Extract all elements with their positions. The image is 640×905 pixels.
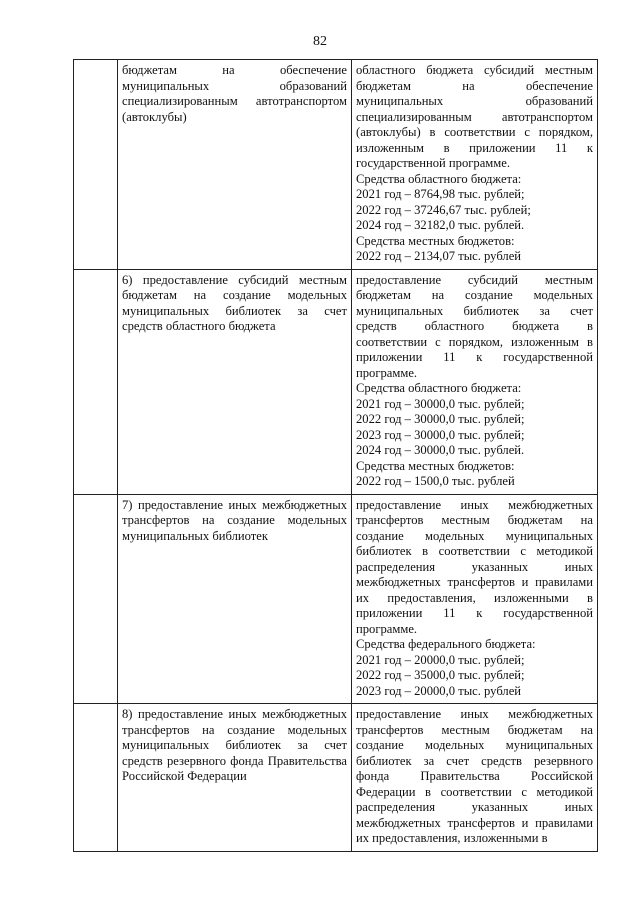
funding-line: Средства областного бюджета:	[356, 381, 522, 395]
description-line: предоставление субсидий местным	[356, 272, 593, 287]
description-line: трансфертов местным бюджетам на	[356, 513, 593, 527]
description-line: фонда Правительства Российской	[356, 769, 593, 783]
activity-cell: бюджетам на обеспечение муниципальных образований специализированным автотранспортом (автоклубы)	[118, 60, 352, 270]
description-line: трансфертов местным бюджетам на	[356, 722, 593, 737]
funding-line: 2021 год – 20000,0 тыс. рублей;	[356, 652, 525, 667]
row-number-cell	[74, 494, 118, 704]
funding-line: 2022 год – 30000,0 тыс. рублей;	[356, 412, 525, 426]
description-line: средств областного бюджета в	[356, 319, 593, 333]
funding-line: Средства федерального бюджета:	[356, 637, 536, 651]
description-line: бюджетам на обеспечение	[356, 78, 593, 93]
description-line: государственной программе.	[356, 156, 510, 170]
page-number: 82	[313, 34, 327, 49]
description-line: специализированным автотранспортом	[356, 109, 593, 124]
program-table	[73, 59, 598, 852]
description-cell	[352, 269, 598, 494]
description-line: распределения указанных иных	[356, 559, 593, 574]
description-line: (автоклубы) в соответствии с порядком,	[356, 125, 593, 139]
description-line: приложении 11 к государственной	[356, 606, 593, 620]
row-number-cell	[74, 704, 118, 852]
funding-line: 2021 год – 30000,0 тыс. рублей;	[356, 396, 525, 411]
funding-line: 2021 год – 8764,98 тыс. рублей;	[356, 187, 525, 201]
description-line: бюджетам на создание модельных	[356, 288, 593, 302]
description-cell	[352, 494, 598, 704]
activity-cell: 8) предоставление иных межбюджетных трансфертов на создание модельных муниципальных библиотек за счет средств резервного фонда Правительства Российской Федерации	[118, 704, 352, 852]
description-line: их предоставления, изложенными в	[356, 590, 593, 605]
description-line: распределения указанных иных	[356, 800, 593, 814]
activity-cell: 7) предоставление иных межбюджетных трансфертов на создание модельных муниципальных библиотек	[118, 494, 352, 704]
funding-line: 2022 год – 37246,67 тыс. рублей;	[356, 202, 531, 217]
description-cell	[352, 60, 598, 270]
description-line: Федерации в соответствии с методикой	[356, 784, 593, 799]
description-line: соответствии с порядком, изложенным в	[356, 334, 593, 349]
row-number-cell	[74, 60, 118, 270]
description-line: муниципальных образований	[356, 94, 593, 108]
description-line: создание модельных муниципальных	[356, 528, 593, 543]
description-line: межбюджетных трансфертов и правилами	[356, 815, 593, 830]
description-cell	[352, 704, 598, 852]
description-line: программе.	[356, 365, 418, 380]
funding-line: 2024 год – 32182,0 тыс. рублей.	[356, 218, 525, 232]
funding-line: Средства областного бюджета:	[356, 171, 522, 186]
row-number-cell	[74, 269, 118, 494]
funding-line: 2022 год – 35000,0 тыс. рублей;	[356, 668, 525, 682]
funding-line: 2022 год – 1500,0 тыс. рублей	[356, 474, 515, 488]
funding-line: Средства местных бюджетов:	[356, 458, 515, 473]
description-line: библиотек за счет средств резервного	[356, 753, 593, 768]
funding-line: 2023 год – 30000,0 тыс. рублей;	[356, 427, 525, 442]
description-line: областного бюджета субсидий местным	[356, 63, 593, 77]
funding-line: 2024 год – 30000,0 тыс. рублей.	[356, 443, 525, 457]
funding-line: 2023 год – 20000,0 тыс. рублей	[356, 683, 522, 698]
description-line: изложенным в приложении 11 к	[356, 140, 593, 155]
description-line: создание модельных муниципальных	[356, 738, 593, 752]
activity-cell: 6) предоставление субсидий местным бюджетам на создание модельных муниципальных библиотек за счет средств областного бюджета	[118, 269, 352, 494]
description-line: межбюджетных трансфертов и правилами	[356, 575, 593, 589]
description-line: предоставление иных межбюджетных	[356, 497, 593, 512]
description-line: предоставление иных межбюджетных	[356, 707, 593, 721]
table-row	[74, 704, 598, 852]
description-line: библиотек в соответствии с методикой	[356, 544, 593, 558]
table-row	[74, 494, 598, 704]
table-row	[74, 60, 598, 270]
description-line: их предоставления, изложенными в	[356, 831, 548, 845]
description-line: муниципальных библиотек за счет	[356, 303, 593, 318]
funding-line: 2022 год – 2134,07 тыс. рублей	[356, 249, 522, 263]
funding-line: Средства местных бюджетов:	[356, 233, 515, 248]
description-line: программе.	[356, 621, 418, 636]
description-line: приложении 11 к государственной	[356, 350, 593, 364]
table-row	[74, 269, 598, 494]
